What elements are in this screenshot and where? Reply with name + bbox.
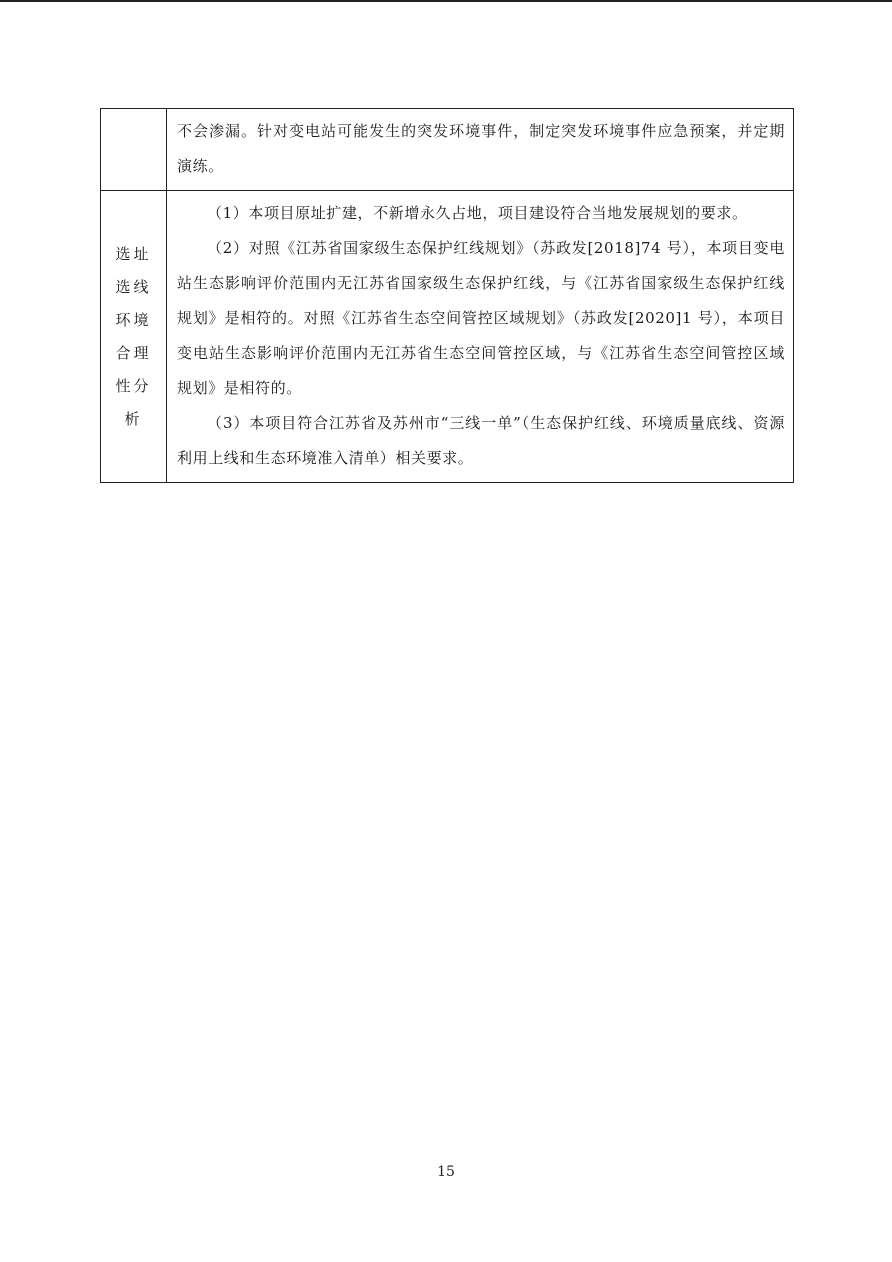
top-border-line (0, 0, 892, 2)
paragraph-item-3: （3）本项目符合江苏省及苏州市“三线一单”（生态保护红线、环境质量底线、资源利用上线和生态环境准入清单）相关要求。 (177, 414, 785, 467)
label-line: 选线 (115, 277, 152, 296)
row-label-site-selection (101, 191, 167, 483)
paragraph-continuation: 不会渗漏。针对变电站可能发生的突发环境事件，制定突发环境事件应急预案，并定期演练。 (177, 122, 785, 175)
row-content (167, 109, 794, 191)
page-number: 15 (437, 1164, 455, 1180)
table-row (101, 109, 794, 191)
table-row (101, 191, 794, 483)
analysis-table (100, 108, 794, 483)
label-line: 环境 (115, 310, 152, 329)
paragraph-item-1: （1）本项目原址扩建，不新增永久占地，项目建设符合当地发展规划的要求。 (207, 204, 748, 222)
label-line: 析 (124, 409, 143, 428)
row-content (167, 191, 794, 483)
label-line: 合理 (115, 343, 152, 362)
paragraph-item-2: （2）对照《江苏省国家级生态保护红线规划》（苏政发[2018]74 号），本项目变电站生态影响评价范围内无江苏省国家级生态保护红线，与《江苏省国家级生态保护红线规划》是相符的。对照《江苏省生态空间管控区域规划》（苏政发[2020]1 号），本项目变电站生态影响评价范围内无江苏省生态空间管控区域，与《江苏省生态空间管控区域规划》是相符的。 (177, 239, 785, 397)
row-label-empty (101, 109, 167, 191)
label-line: 选址 (115, 244, 152, 263)
label-line: 性分 (115, 376, 152, 395)
